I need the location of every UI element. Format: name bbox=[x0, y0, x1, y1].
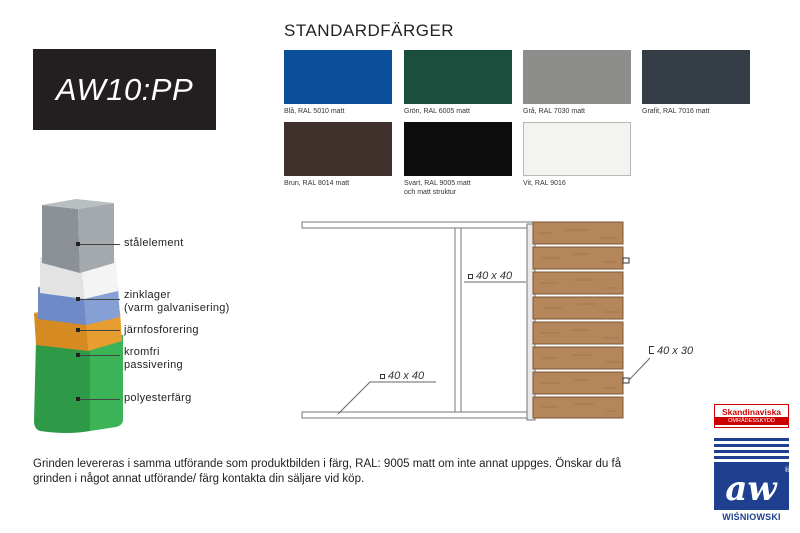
dimension-post-bottom-text: 40 x 40 bbox=[388, 370, 425, 382]
label-steel: stålelement bbox=[124, 237, 184, 249]
label-iron: järnfosforering bbox=[124, 324, 199, 336]
swatch-label-white: Vit, RAL 9016 bbox=[523, 180, 566, 187]
badge-line-2: OMRÅDESSKYDD bbox=[715, 417, 788, 425]
dimension-slat bbox=[649, 345, 693, 357]
dimension-post-top bbox=[468, 270, 512, 282]
swatch-white bbox=[523, 122, 631, 176]
dimension-marker-icon bbox=[380, 374, 385, 379]
product-title-box bbox=[33, 49, 216, 130]
dimension-post-bottom bbox=[380, 370, 424, 382]
coating-layers-illustration bbox=[28, 195, 133, 440]
label-chrome-2: passivering bbox=[124, 359, 183, 371]
swatch-label-blue: Blå, RAL 5010 matt bbox=[284, 108, 345, 115]
svg-text:®: ® bbox=[784, 466, 791, 474]
swatch-label-brown: Brun, RAL 8014 matt bbox=[284, 180, 350, 187]
dimension-marker-icon bbox=[468, 274, 473, 279]
swatch-grey bbox=[523, 50, 631, 104]
label-polyester: polyesterfärg bbox=[124, 392, 192, 404]
label-zinc-2: (varm galvanisering) bbox=[124, 302, 230, 314]
swatch-graphite bbox=[642, 50, 750, 104]
product-title: AW10:PP bbox=[55, 71, 194, 107]
leader-polyester bbox=[80, 399, 120, 400]
leader-iron bbox=[80, 330, 120, 331]
leader-chrome bbox=[80, 355, 120, 356]
swatch-label-grey: Grå, RAL 7030 matt bbox=[523, 108, 585, 115]
delivery-note: Grinden levereras i samma utförande som produktbilden i färg, RAL: 9005 matt om inte annat uppges. Önskar du få grinden i något annat utförande/ färg kontakta din säljare vid köp. bbox=[33, 458, 622, 485]
gate-frame-drawing bbox=[290, 210, 640, 428]
leader-zinc bbox=[80, 299, 120, 300]
standard-colors-heading: STANDARDFÄRGER bbox=[284, 21, 455, 40]
logo-mark: aw bbox=[725, 469, 777, 509]
leader-steel bbox=[80, 244, 120, 245]
swatch-black bbox=[404, 122, 512, 176]
dimension-post-top-text: 40 x 40 bbox=[476, 270, 513, 282]
badge-line-1: Skandinaviska bbox=[721, 407, 782, 417]
label-zinc: zinklager bbox=[124, 289, 171, 301]
swatch-blue bbox=[284, 50, 392, 104]
label-chrome: kromfri bbox=[124, 346, 160, 358]
skandinaviska-badge bbox=[714, 404, 789, 428]
logo-text: WIŚNIOWSKI bbox=[722, 512, 781, 522]
wisniowski-logo-icon bbox=[714, 436, 789, 522]
swatch-label-black-2: och matt struktur bbox=[404, 189, 457, 196]
dimension-slat-text: 40 x 30 bbox=[657, 345, 694, 357]
swatch-green bbox=[404, 50, 512, 104]
swatch-brown bbox=[284, 122, 392, 176]
swatch-label-green: Grön, RAL 6005 matt bbox=[404, 108, 470, 115]
dimension-bracket-icon bbox=[649, 346, 654, 354]
swatch-label-black: Svart, RAL 9005 matt bbox=[404, 180, 471, 187]
swatch-label-graphite: Grafit, RAL 7016 matt bbox=[642, 108, 710, 115]
